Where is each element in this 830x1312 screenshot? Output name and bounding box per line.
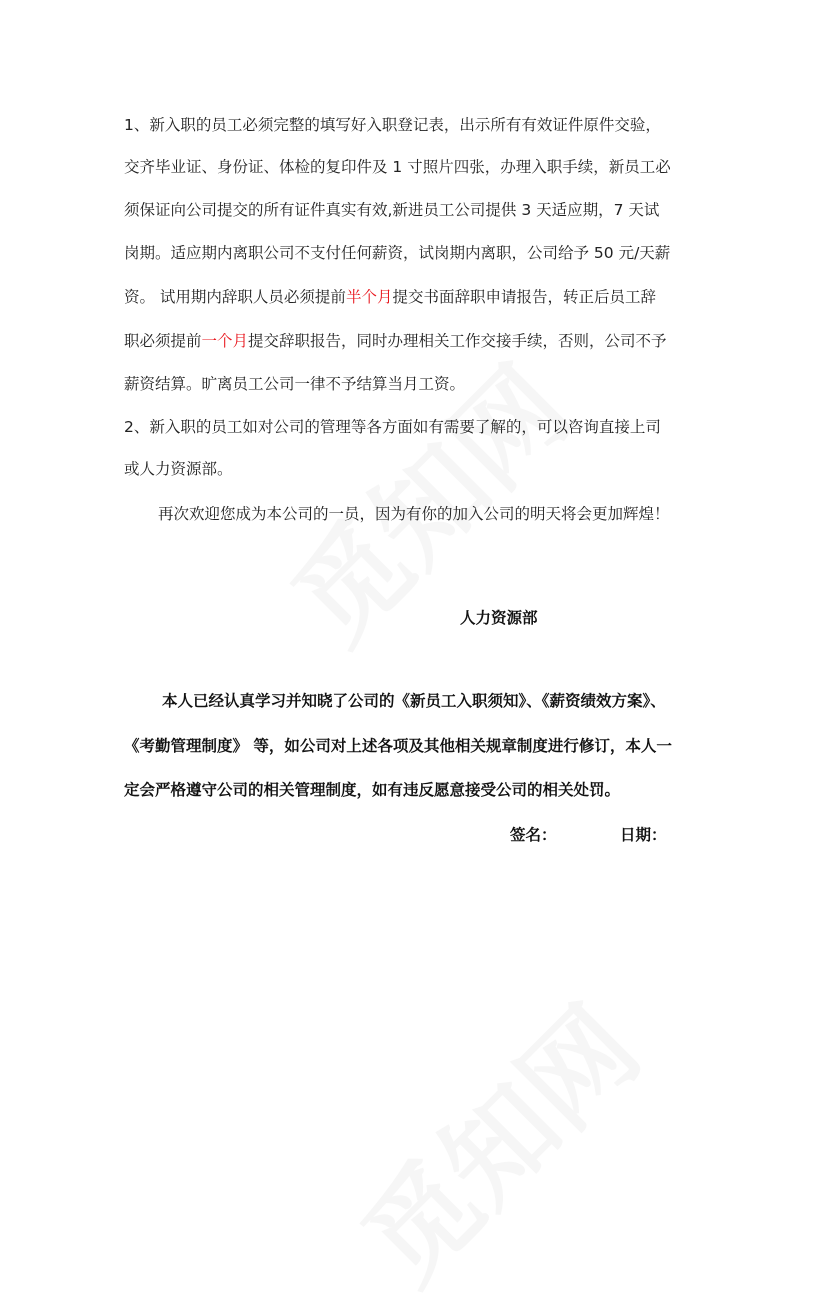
para1-line: 1、新入职的员工必须完整的填写好入职登记表，出示所有有效证件原件交验， bbox=[124, 116, 661, 134]
para1-line: 岗期。适应期内离职公司不支付任何薪资，试岗期内离职，公司给予 50 元/天薪 bbox=[124, 244, 671, 262]
department: 人力资源部 bbox=[460, 609, 538, 627]
highlight-text: 半个月 bbox=[345, 288, 393, 306]
welcome-text: 再次欢迎您成为本公司的一员，因为有你的加入公司的明天将会更加辉煌！ bbox=[158, 505, 670, 523]
statement-line: 本人已经认真学习并知晓了公司的《新员工入职须知》、《薪资绩效方案》、 bbox=[162, 692, 666, 710]
para1-line bbox=[124, 331, 667, 351]
statement-line: 定会严格遵守公司的相关管理制度，如有违反愿意接受公司的相关处罚。 bbox=[124, 781, 621, 799]
para1-line bbox=[124, 287, 656, 307]
highlight-text: 一个月 bbox=[201, 332, 249, 350]
watermark bbox=[322, 966, 667, 1311]
para2-line: 或人力资源部。 bbox=[124, 460, 233, 478]
para1-line: 薪资结算。旷离员工公司一律不予结算当月工资。 bbox=[124, 375, 466, 393]
signature-label: 签名： bbox=[510, 826, 557, 844]
date-label: 日期： bbox=[620, 826, 667, 844]
para1-line: 须保证向公司提交的所有证件真实有效,新进员工公司提供 3 天适应期，7 天试 bbox=[124, 201, 660, 219]
statement-line: 《考勤管理制度》 等，如公司对上述各项及其他相关规章制度进行修订，本人一 bbox=[124, 737, 672, 755]
para1-line: 交齐毕业证、身份证、体检的复印件及 1 寸照片四张，办理入职手续，新员工必 bbox=[124, 158, 671, 176]
text: 职必须提前 bbox=[124, 332, 202, 350]
text: 提交书面辞职申请报告，转正后员工辞 bbox=[392, 288, 656, 306]
text: 提交辞职报告，同时办理相关工作交接手续，否则，公司不予 bbox=[248, 332, 667, 350]
para2-line: 2、新入职的员工如对公司的管理等各方面如有需要了解的，可以咨询直接上司 bbox=[124, 418, 661, 436]
text: 资。 试用期内辞职人员必须提前 bbox=[124, 288, 346, 306]
